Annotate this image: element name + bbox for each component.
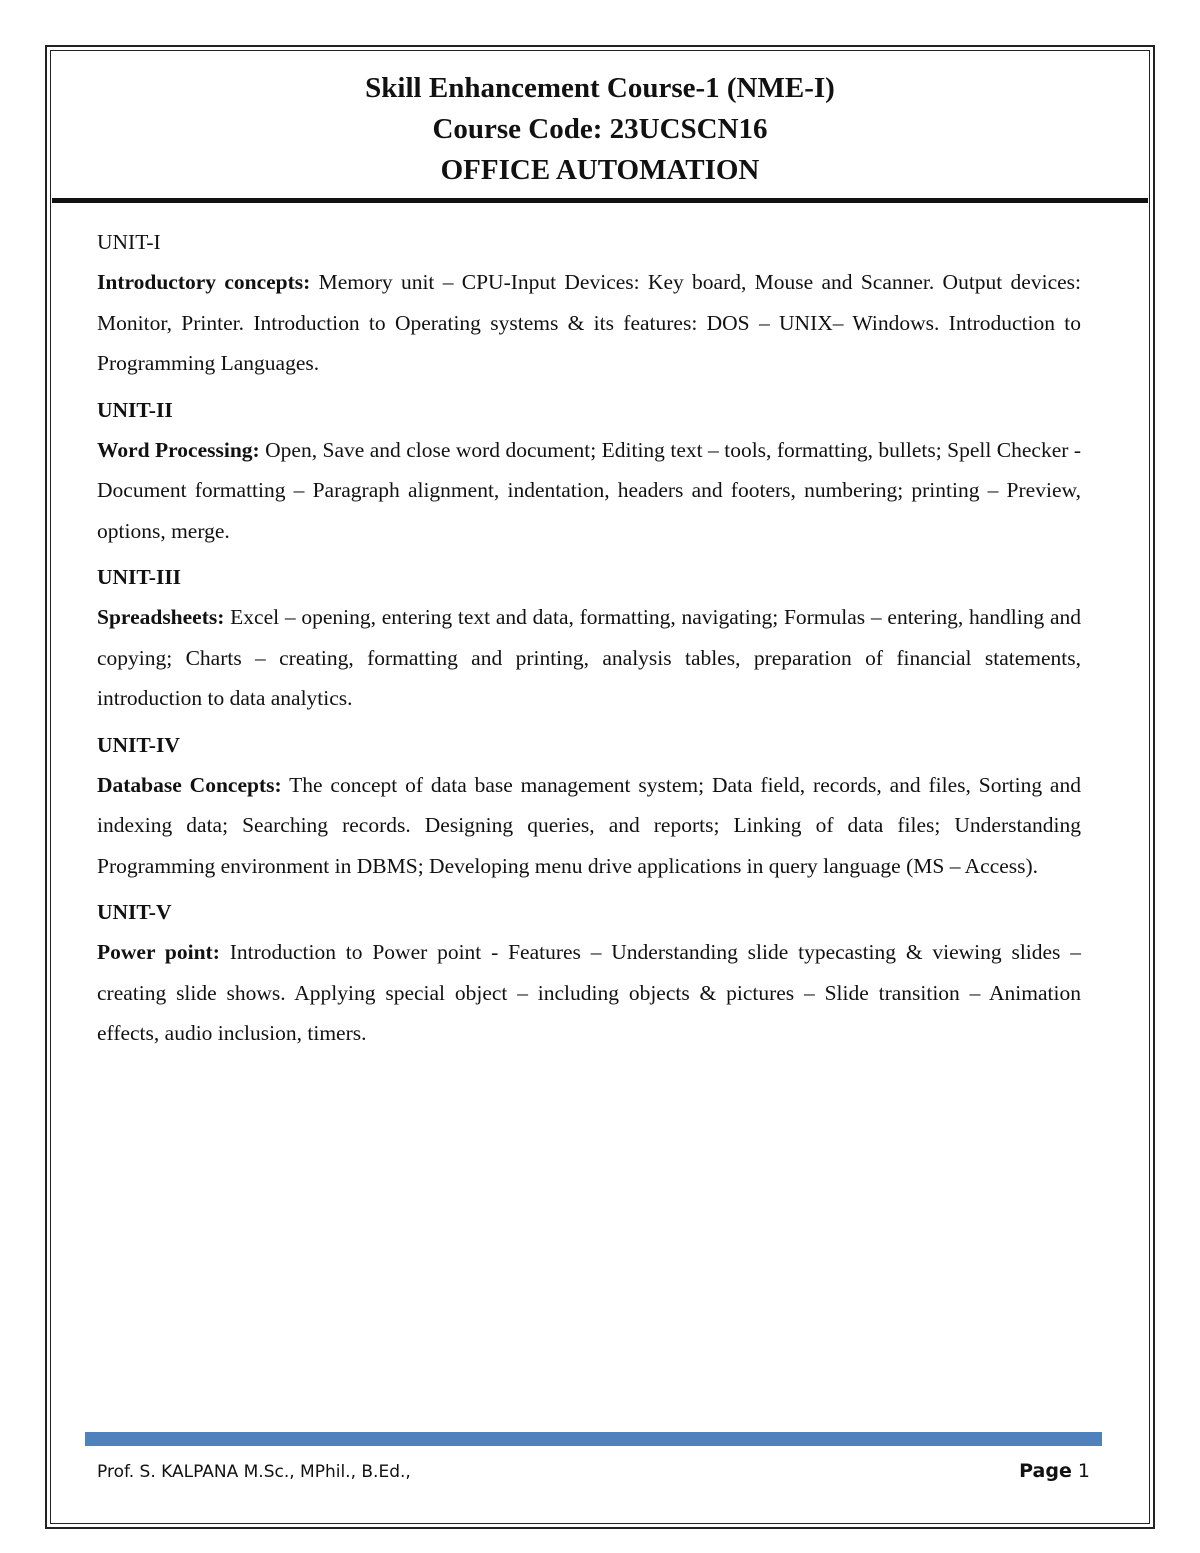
title-divider	[52, 198, 1148, 203]
unit-heading: UNIT-IV	[97, 732, 180, 757]
page-number: 1	[1077, 1460, 1090, 1482]
unit-description	[97, 430, 1081, 552]
unit-body: Excel – opening, entering text and data, formatting, navigating; Formulas – entering, handling and copying; Charts – creating, formatting and printing, analysis tables, preparation of financial statements, introduction to data analytics.	[97, 605, 1081, 710]
unit-body: Introduction to Power point - Features – Understanding slide typecasting & viewing slides – creating slide shows. Applying special object – including objects & pictures – Slide transition – Animation effects, audio inclusion, timers.	[97, 940, 1081, 1045]
unit-description	[97, 765, 1081, 887]
unit-topic: Introductory concepts:	[97, 270, 311, 294]
footer-author: Prof. S. KALPANA M.Sc., MPhil., B.Ed.,	[97, 1462, 411, 1482]
unit-body: The concept of data base management system; Data field, records, and files, Sorting and indexing data; Searching records. Designing queries, and reports; Linking of data files; Understanding Programming environment in DBMS; Developing menu drive applications in query language (MS – Access).	[97, 772, 1081, 878]
unit-section	[97, 557, 1081, 719]
page-number-block	[1019, 1460, 1090, 1482]
course-name: OFFICE AUTOMATION	[440, 154, 760, 186]
unit-topic: Spreadsheets:	[97, 605, 225, 629]
unit-body: Open, Save and close word document; Editing text – tools, formatting, bullets; Spell Checker - Document formatting – Paragraph alignment, indentation, headers and footers, numbering; printing – Preview, options, merge.	[97, 437, 1081, 543]
unit-section	[97, 222, 1081, 384]
unit-description	[97, 597, 1081, 719]
unit-heading: UNIT-III	[97, 565, 182, 589]
unit-heading: UNIT-V	[97, 900, 172, 924]
unit-description	[97, 262, 1081, 384]
unit-topic: Power point:	[97, 940, 220, 964]
unit-body: Memory unit – CPU-Input Devices: Key board, Mouse and Scanner. Output devices: Monitor, Printer. Introduction to Operating systems & its features: DOS – UNIX– Windows. Introduction to Programming Languages.	[97, 270, 1082, 375]
unit-heading: UNIT-I	[97, 230, 161, 254]
unit-topic: Word Processing:	[97, 437, 260, 462]
footer-bar	[85, 1432, 1102, 1446]
page-label: Page	[1019, 1460, 1072, 1482]
unit-description	[97, 932, 1081, 1054]
unit-section	[97, 725, 1081, 887]
course-title: Skill Enhancement Course-1 (NME-I)	[365, 72, 835, 104]
unit-heading: UNIT-II	[97, 397, 173, 422]
unit-section	[97, 892, 1081, 1054]
page-footer	[97, 1460, 1090, 1490]
course-code: Course Code: 23UCSCN16	[432, 113, 768, 145]
syllabus-content	[97, 222, 1081, 1060]
title-block	[52, 68, 1148, 191]
unit-topic: Database Concepts:	[97, 772, 282, 797]
unit-section	[97, 390, 1081, 552]
